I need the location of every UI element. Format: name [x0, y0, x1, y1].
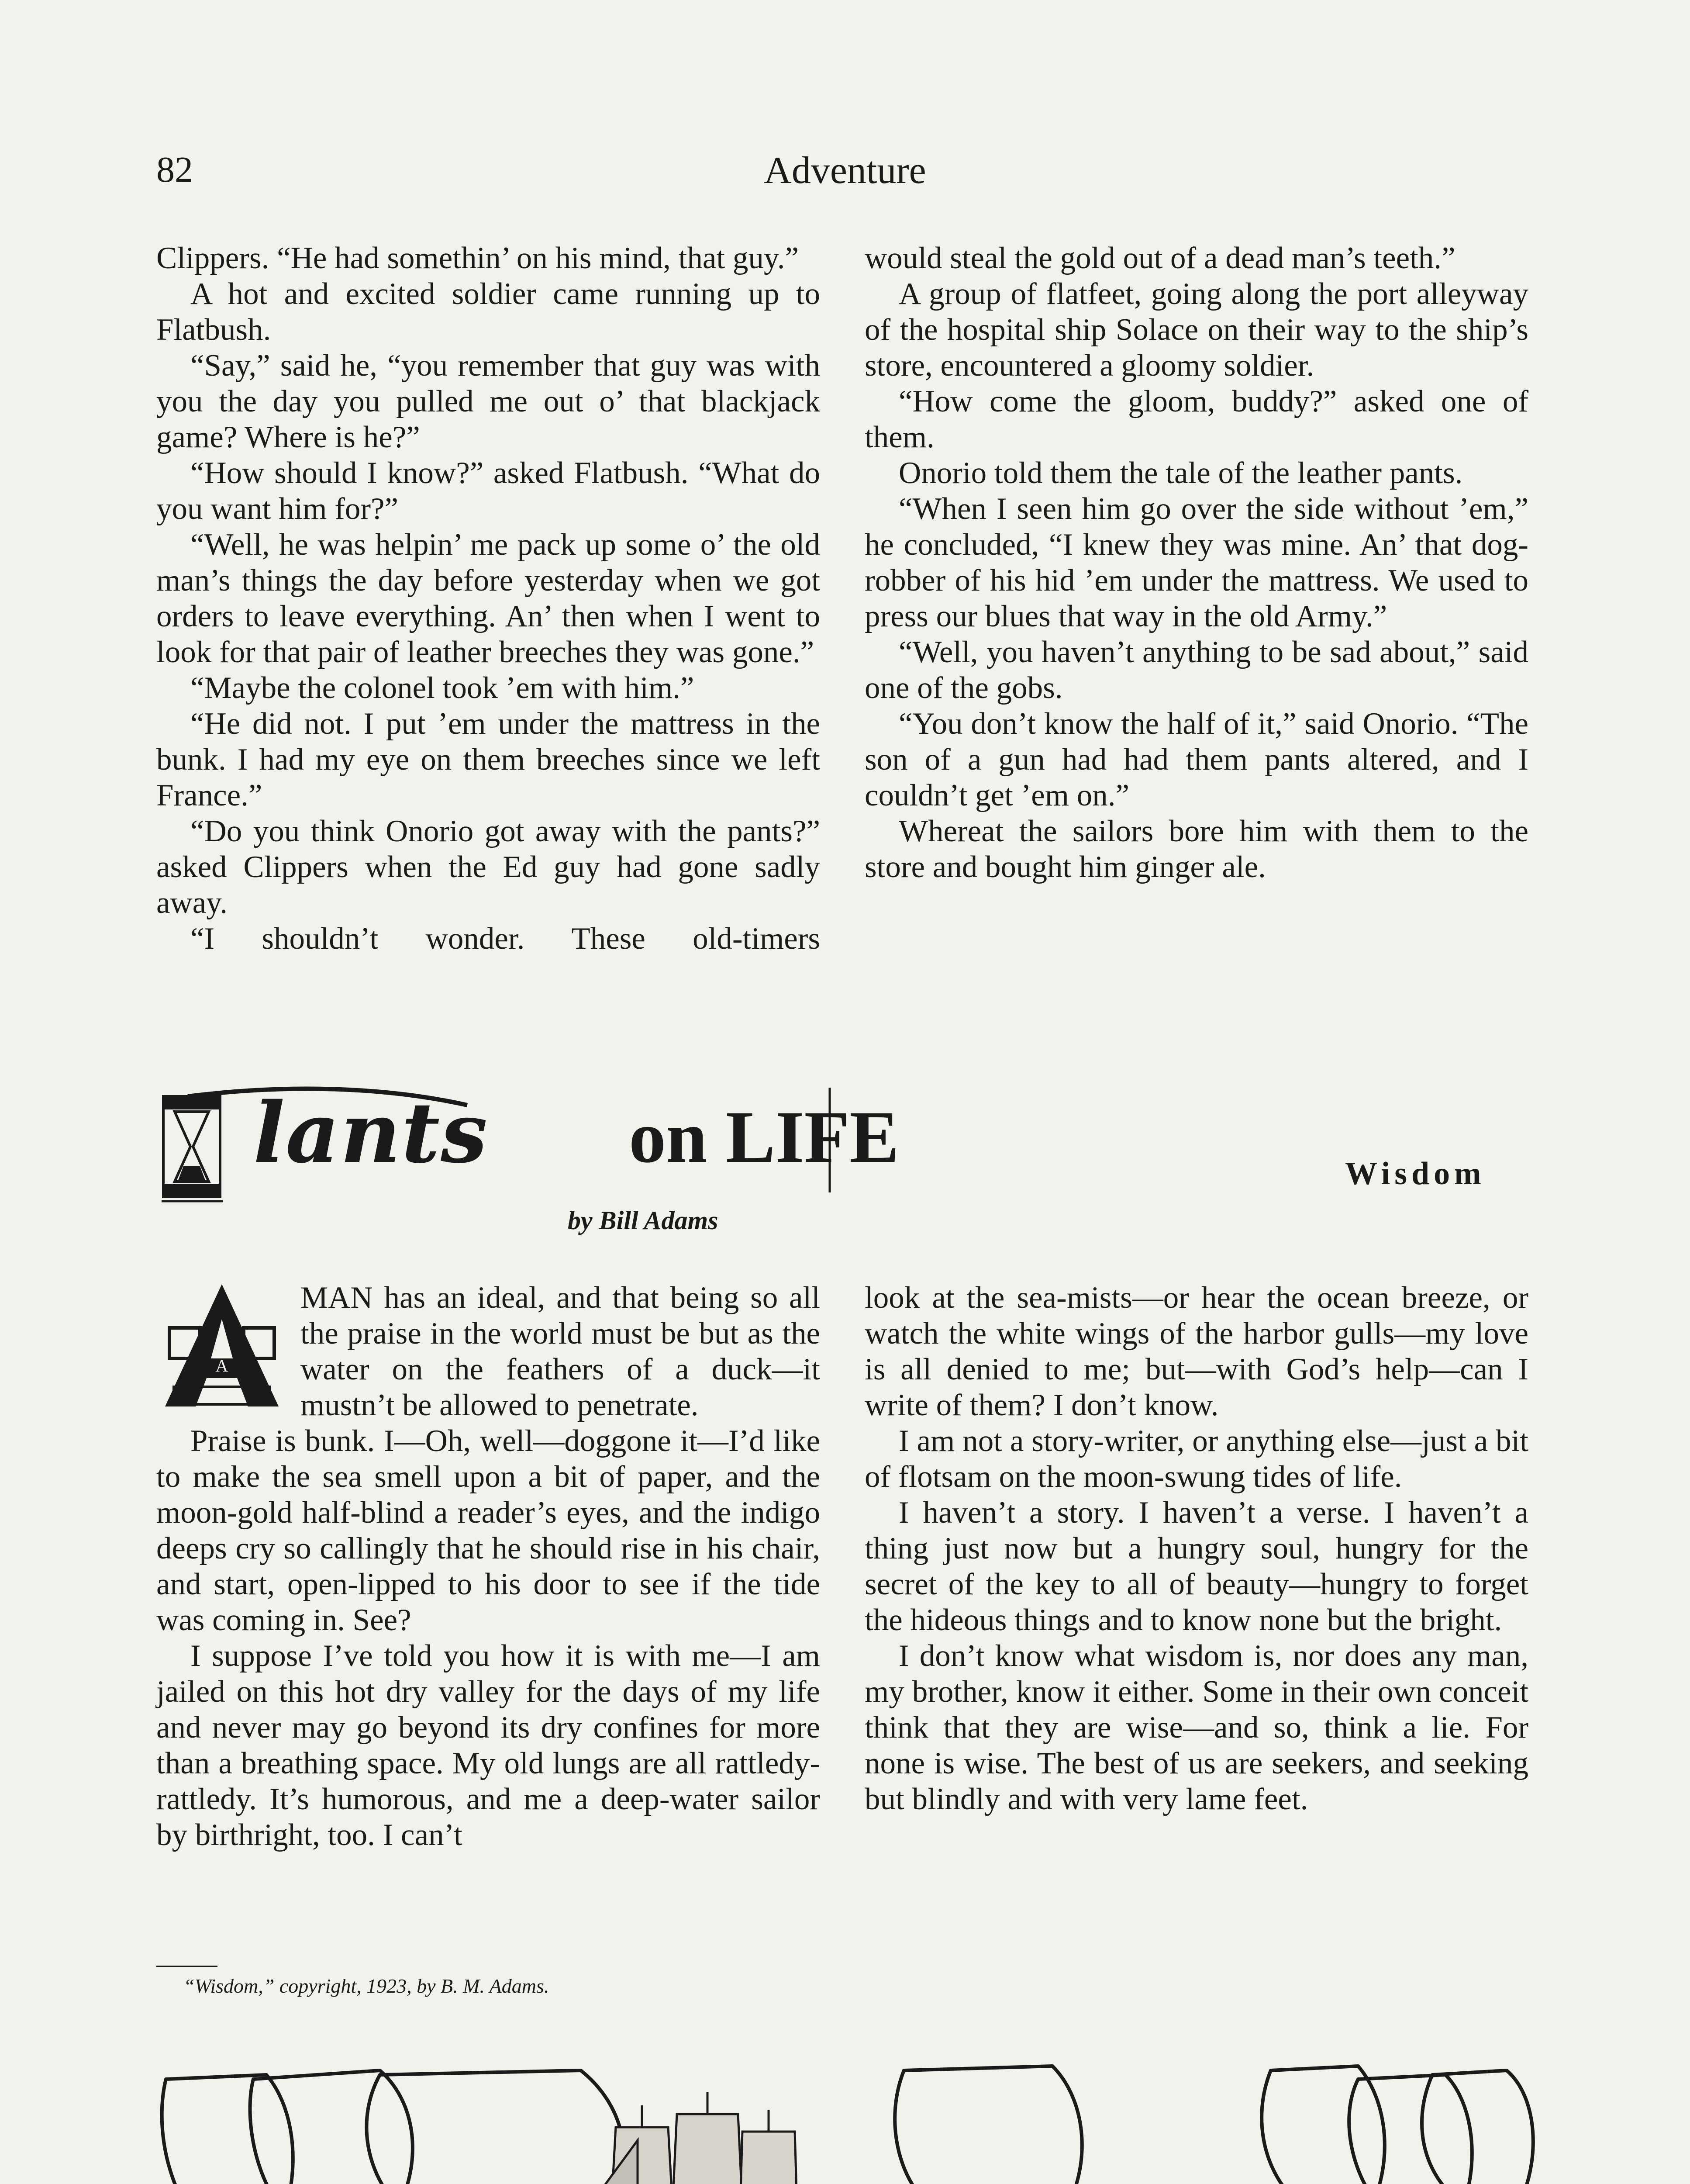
paragraph: “Say,” said he, “you remember that guy was with you the day you pulled me out o’ that blackjack game? Where is he?” [156, 349, 820, 454]
byline: by Bill Adams [568, 1206, 718, 1235]
paragraph: look at the sea-mists—or hear the ocean breeze, or watch the white wings of the harbor gulls—my love is all denied to me; but—with God’s help—can I write of them? I don’t know. [865, 1281, 1528, 1422]
heading-block: on LIFE [629, 1096, 899, 1178]
paragraph: MAN has an ideal, and that being so all the praise in the world must be but as the water on the feathers of a duck—it mustn’t be allowed to penetrate. [300, 1281, 820, 1422]
paragraph: Praise is bunk. I—Oh, well—doggone it—I’d like to make the sea smell upon a bit of paper, and the moon-gold half-blind a reader’s eyes, and the indigo deeps cry so callingly that he should rise in his chair, and start, open-lipped to his door to see if the tide was coming in. See? [156, 1424, 820, 1637]
paragraph: “How should I know?” asked Flatbush. “What do you want him for?” [156, 456, 820, 526]
page-number: 82 [156, 149, 193, 190]
story-end-left-column [156, 240, 820, 957]
sailing-ship-illustration [153, 2053, 1542, 2184]
paragraph: “Maybe the colonel took ’em with him.” [190, 671, 694, 705]
paragraph: “He did not. I put ’em under the mattress in the bunk. I had my eye on them breeches since we left France.” [156, 707, 820, 812]
paragraph: “You don’t know the half of it,” said Onorio. “The son of a gun had had them pants altered, and I couldn’t get ’em on.” [865, 707, 1528, 812]
article-right-column [865, 1280, 1528, 1817]
paragraph: I am not a story-writer, or anything else—just a bit of flotsam on the moon-swung tides of life. [865, 1424, 1528, 1494]
paragraph: “I shouldn’t wonder. These old-timers [190, 922, 820, 956]
story-end-right-column [865, 240, 1528, 885]
paragraph: I haven’t a story. I haven’t a verse. I haven’t a thing just now but a hungry soul, hungry for the secret of the key to all of beauty—hungry to forget the hideous things and to know none but the bright. [865, 1496, 1528, 1637]
paragraph: I suppose I’ve told you how it is with me—I am jailed on this hot dry valley for the days of my life and never may go beyond its dry confines for more than a breathing space. My old lungs are all rattledy-rattledy. It’s humorous, and me a deep-water sailor by birthright, too. I can’t [156, 1639, 820, 1852]
paragraph: “Well, you haven’t anything to be sad about,” said one of the gobs. [865, 635, 1528, 705]
paragraph: Whereat the sailors bore him with them to the store and bought him ginger ale. [865, 814, 1528, 884]
paragraph: A group of flatfeet, going along the port alleyway of the hospital ship Solace on their way to the ship’s store, encountered a gloomy soldier. [865, 277, 1528, 383]
paragraph: “How come the gloom, buddy?” asked one of them. [865, 384, 1528, 454]
paragraph: “Do you think Onorio got away with the pants?” asked Clippers when the Ed guy had gone sadly away. [156, 814, 820, 920]
article-title: Wisdom [1345, 1156, 1486, 1192]
slants-on-life-logo [162, 1079, 899, 1210]
footnote-rule [156, 1966, 217, 1967]
paragraph: A hot and excited soldier came running up to Flatbush. [156, 277, 820, 347]
paragraph: Clippers. “He had somethin’ on his mind, that guy.” [156, 241, 799, 275]
paragraph: “When I seen him go over the side without ’em,” he concluded, “I knew they was mine. An’ that dog-robber of his hid ’em under the mattress. We used to press our blues that way in the old Army.” [865, 492, 1528, 633]
article-left-column [156, 1280, 820, 1853]
paragraph: “Well, he was helpin’ me pack up some o’ the old man’s things the day before yesterday when we got orders to leave everything. An’ then when I went to look for that pair of leather breeches they was gone.” [156, 528, 820, 669]
paragraph: would steal the gold out of a dead man’s teeth.” [865, 241, 1455, 275]
paragraph: I don’t know what wisdom is, nor does any man, my brother, know it either. Some in their own conceit think that they are wise—and so, think a lie. For none is wise. The best of us are seekers, and seeking but blindly and with very lame feet. [865, 1639, 1528, 1816]
paragraph: Onorio told them the tale of the leather pants. [899, 456, 1463, 490]
running-title: Adventure [764, 149, 926, 192]
drop-cap-ornament [156, 1280, 287, 1411]
heading-script: lants [253, 1084, 489, 1182]
drop-cap-letter: A [215, 1356, 228, 1375]
footnote: “Wisdom,” copyright, 1923, by B. M. Adams. [183, 1975, 549, 1997]
section-heading [162, 1079, 899, 1245]
